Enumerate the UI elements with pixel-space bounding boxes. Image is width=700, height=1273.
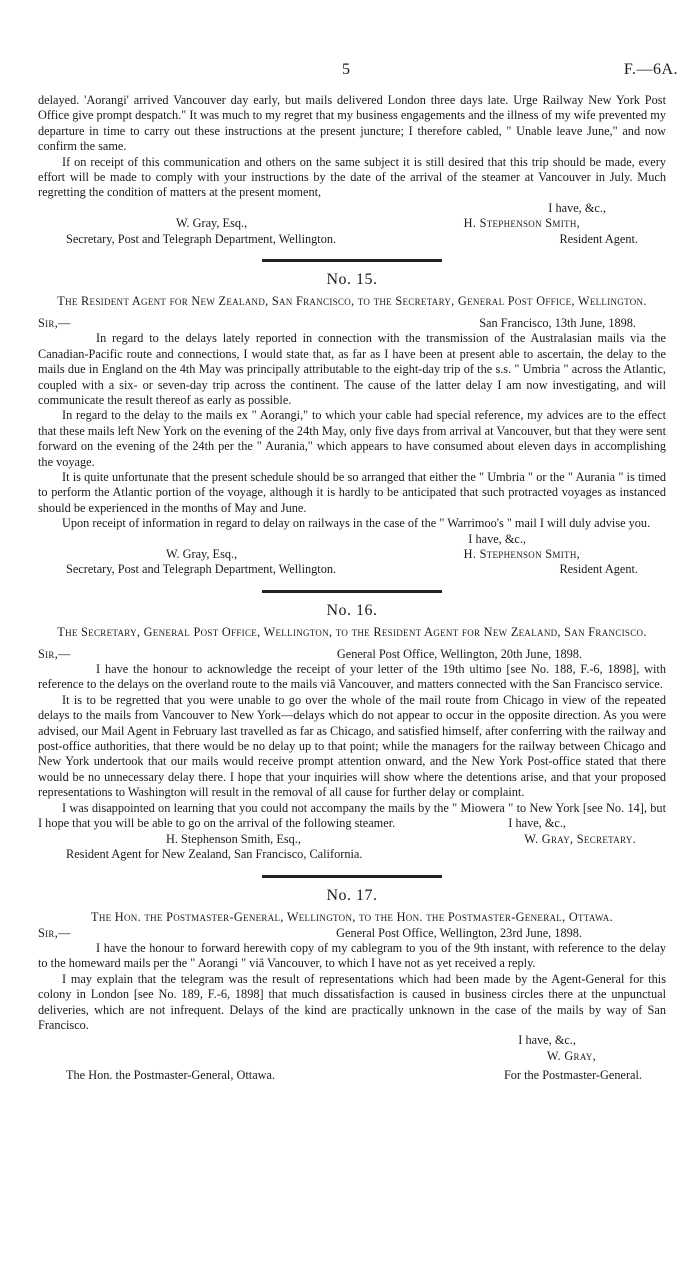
page-reference: F.—6A. bbox=[623, 61, 678, 78]
signer-title: For the Postmaster-General. bbox=[503, 1068, 642, 1083]
salutation-line bbox=[38, 926, 666, 941]
paragraph: It is quite unfortunate that the present schedule should be so arranged that either the " Umbria " or the " Aurania " is timed to perform the Atlantic portion of the voyage, although it is hardly to be anticipated that such protracted voyages as instanced should be experienced in the months of May and June. bbox=[38, 469, 666, 515]
document-body bbox=[38, 93, 666, 1084]
section-divider bbox=[262, 590, 442, 593]
paragraph: I was disappointed on learning that you could not accompany the mails by the " Miowera " to New York [see No. 14], but I hope that you will be able to go on the arrival of the following steamer. bbox=[38, 800, 666, 831]
paragraph: I have the honour to acknowledge the receipt of your letter of the 19th ultimo [see No. 188, F.-6, 1898], with reference to the delays on the overland route to the mails viâ Vancouver, and matters connected with the San Francisco service. bbox=[38, 662, 666, 692]
salutation-line bbox=[38, 647, 666, 662]
salutation: Sir,— bbox=[38, 925, 71, 940]
recipient-name: W. Gray, Esq., bbox=[166, 546, 238, 561]
signature-line bbox=[38, 216, 666, 231]
recipient-name: W. Gray, Esq., bbox=[176, 216, 248, 231]
page-number: 5 bbox=[342, 61, 350, 78]
recipient-title: Resident Agent for New Zealand, San Francisco, California. bbox=[66, 847, 363, 862]
letter-addressee: The Secretary, General Post Office, Wellington, to the Resident Agent for New Zealand, San Francisco. bbox=[57, 625, 647, 640]
place-date: General Post Office, Wellington, 23rd June, 1898. bbox=[336, 925, 582, 940]
paragraph: If on receipt of this communication and others on the same subject it is still desired that this trip should be made, every effort will be made to comply with your instructions by the date of the arrival of the steamer at Vancouver in July. Much regretting the condition of matters at the present moment, bbox=[38, 154, 666, 200]
paragraph: It is to be regretted that you were unable to go over the whole of the mail route from Chicago in view of the repeated delays to the mails from Vancouver to New York—delays which do not appear to occur in the opposite direction. As you were advised, our Mail Agent in February last travelled as far as Chicago, and satisfied himself, after conferring with the railway and post-office authorities, that there would be no delay up to that point; while the managers for the railway between Chicago and New York undertook that our mails would receive prompt attention onward, and the New York Post-office stated that there would be no unnecessary delay there. I hope that your inquiries will show where the detentions arise, and that your proposed representations to Washington will result in the removal of all cause for further delay or complaint. bbox=[38, 692, 666, 800]
paragraph: delayed. 'Aorangi' arrived Vancouver day early, but mails delivered London three days late. Urge Railway New York Post Office give prompt despatch." It was much to my regret that my business engagements and the illness of my wife prevented my departure in time to carry out these instructions at the present juncture; I therefore cabled, " Unable leave June," and now confirm the same. bbox=[38, 93, 666, 154]
letter-no-16 bbox=[38, 603, 666, 863]
letter-addressee: The Hon. the Postmaster-General, Wellington, to the Hon. the Postmaster-General, Ottawa. bbox=[91, 910, 613, 925]
closing: I have, &c., bbox=[468, 531, 526, 546]
recipient-name: H. Stephenson Smith, Esq., bbox=[166, 831, 301, 846]
page-header bbox=[38, 61, 678, 82]
paragraph: In regard to the delay to the mails ex " Aorangi," to which your cable had special reference, my advices are to the effect that these mails left New York on the evening of the 24th May, only five days from arrival at Vancouver, but that they were sent forward on the evening of the 24th per the " Aurania," which appears to have consumed about eleven days in accomplishing the voyage. bbox=[38, 408, 666, 469]
paragraph: Upon receipt of information in regard to delay on railways in the case of the " Warrimoo's " mail I will duly advise you. bbox=[62, 516, 651, 531]
closing: I have, &c., bbox=[518, 1033, 576, 1048]
signer-name: H. Stephenson Smith, bbox=[463, 216, 580, 231]
title-line bbox=[38, 562, 666, 577]
recipient-title: The Hon. the Postmaster-General, Ottawa. bbox=[66, 1068, 276, 1083]
signature-line bbox=[38, 547, 666, 562]
salutation: Sir,— bbox=[38, 646, 71, 661]
salutation: Sir,— bbox=[38, 315, 71, 330]
signer-title: Resident Agent. bbox=[559, 231, 638, 246]
title-line bbox=[38, 232, 666, 247]
signer-name: H. Stephenson Smith, bbox=[463, 546, 580, 561]
closing: I have, &c., bbox=[548, 200, 606, 215]
letter-heading: No. 16. bbox=[326, 601, 378, 619]
letter-heading: No. 15. bbox=[326, 271, 378, 289]
signer-name: W. Gray, Secretary. bbox=[524, 831, 636, 846]
paragraph: I may explain that the telegram was the result of representations which had been made by the Agent-General for this colony in London [see No. 189, F.-6, 1898] that much dissatisfaction is caused in business circles there at the unpunctual deliveries, which are not infrequent. Delays of the kind are practically unknown in the case of the mails by way of San Francisco. bbox=[38, 971, 666, 1032]
paragraph: In regard to the delays lately reported in connection with the transmission of the Australasian mails via the Canadian-Pacific route and connections, I would state that, as far as I have been at present able to ascertain, the delay to the mails due in England on the 4th May was principally attributable to the eight-day trip of the s.s. " Umbria " across the Atlantic, coupled with a six- or seven-day trip across the continent. The cause of the latter delay I am now investigating, and will communicate the result thereof as early as possible. bbox=[38, 331, 666, 407]
signer-name: W. Gray, bbox=[546, 1048, 596, 1063]
signer-title: Resident Agent. bbox=[559, 562, 638, 577]
letter-no-17 bbox=[38, 888, 666, 1084]
section-divider bbox=[262, 875, 442, 878]
letter-addressee: The Resident Agent for New Zealand, San Francisco, to the Secretary, General Post Office, Wellington. bbox=[57, 294, 647, 309]
title-line bbox=[38, 1068, 666, 1083]
section-divider bbox=[262, 259, 442, 262]
paragraph: I have the honour to forward herewith copy of my cablegram to you of the 9th instant, with reference to the delay to the homeward mails per the " Aorangi " viâ Vancouver, to which I have not as yet received a reply. bbox=[38, 940, 666, 971]
recipient-title: Secretary, Post and Telegraph Department, Wellington. bbox=[66, 231, 337, 246]
letter-no-15 bbox=[38, 272, 666, 578]
closing: I have, &c., bbox=[508, 816, 566, 831]
place-date: General Post Office, Wellington, 20th June, 1898. bbox=[336, 646, 582, 661]
letter-heading: No. 17. bbox=[326, 886, 378, 904]
title-line bbox=[38, 847, 666, 862]
recipient-title: Secretary, Post and Telegraph Department, Wellington. bbox=[66, 562, 337, 577]
place-date: San Francisco, 13th June, 1898. bbox=[479, 315, 636, 330]
prior-letter bbox=[38, 93, 666, 247]
signature-line bbox=[38, 832, 666, 847]
salutation-line bbox=[38, 316, 666, 331]
